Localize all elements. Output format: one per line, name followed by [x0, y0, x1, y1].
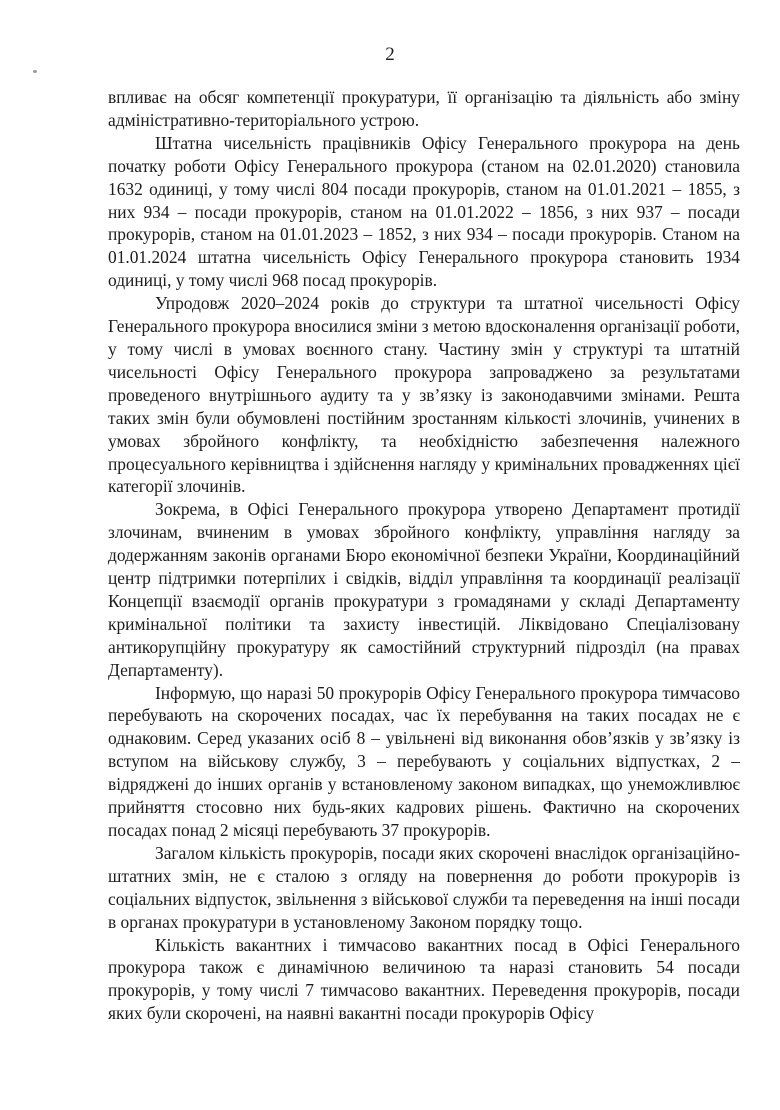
paragraph-vacancies: Кількість вакантних і тимчасово вакантних посад в Офісі Генерального прокурора також є динамічною величиною та наразі становить 54 посади прокурорів, у тому числі 7 тимчасово вакантних. Переведення прокурорів, посади яких були скорочені, на наявні вакантні посади прокурорів Офісу [108, 934, 740, 1024]
scan-speck [33, 70, 37, 73]
paragraph-structure-changes: Упродовж 2020–2024 років до структури та штатної чисельності Офісу Генерального прокурора вносилися зміни з метою вдосконалення організації роботи, у тому числі в умовах воєнного стану. Частину змін у структурі та штатній чисельності Офісу Генерального прокурора запроваджено за результатами проведеного внутрішнього аудиту та у зв’язку із законодавчими змінами. Решта таких змін були обумовлені постійним зростанням кількості злочинів, учинених в умовах збройного конфлікту, та необхідністю забезпечення належного процесуального керівництва і здійснення нагляду у кримінальних провадженнях цієї категорії злочинів. [108, 293, 740, 497]
paragraph-continuation: впливає на обсяг компетенції прокуратури, її організацію та діяльність або зміну адміністративно-територіального устрою. [108, 87, 740, 130]
page-number: 2 [385, 44, 395, 65]
paragraph-staffing: Штатна чисельність працівників Офісу Генерального прокурора на день початку роботи Офісу Генерального прокурора (станом на 02.01.2020) становила 1632 одиниці, у тому числі 804 посади прокурорів, станом на 01.01.2021 – 1855, з них 934 – посади прокурорів, станом на 01.01.2022 – 1856, з них 937 – посади прокурорів, станом на 01.01.2023 – 1852, з них 934 – посади прокурорів. Станом на 01.01.2024 штатна чисельність Офісу Генерального прокурора становить 1934 одиниці, у тому числі 968 посад прокурорів. [108, 132, 740, 291]
paragraph-new-departments: Зокрема, в Офісі Генерального прокурора утворено Департамент протидії злочинам, вчиненим в умовах збройного конфлікту, управління нагляду за додержанням законів органами Бюро економічної безпеки України, Координаційний центр підтримки потерпілих і свідків, відділ управління та координації реалізації Концепції взаємодії органів прокуратури з громадянами у складі Департаменту кримінальної політики та захисту інвестицій. Ліквідовано Спеціалізовану антикорупційну прокуратуру як самостійний структурний підрозділ (на правах Департаменту). [108, 499, 740, 680]
paragraph-reduced-positions: Інформую, що наразі 50 прокурорів Офісу Генерального прокурора тимчасово перебувають на скорочених посадах, час їх перебування на таких посадах не є однаковим. Серед указаних осіб 8 – увільнені від виконання обов’язків у зв’язку із вступом на військову службу, 3 – перебувають у соціальних відпустках, 2 – відряджені до інших органів у встановленому законом випадках, що унеможливлює прийняття стосовно них будь-яких кадрових рішень. Фактично на скорочених посадах понад 2 місяці перебувають 37 прокурорів. [108, 682, 740, 840]
paragraph-not-constant: Загалом кількість прокурорів, посади яких скорочені внаслідок організаційно-штатних змін, не є сталою з огляду на повернення до роботи прокурорів із соціальних відпусток, звільнення з військової служби та переведення на інші посади в органах прокуратури в установленому Законом порядку тощо. [108, 842, 740, 932]
document-body [108, 86, 740, 1025]
